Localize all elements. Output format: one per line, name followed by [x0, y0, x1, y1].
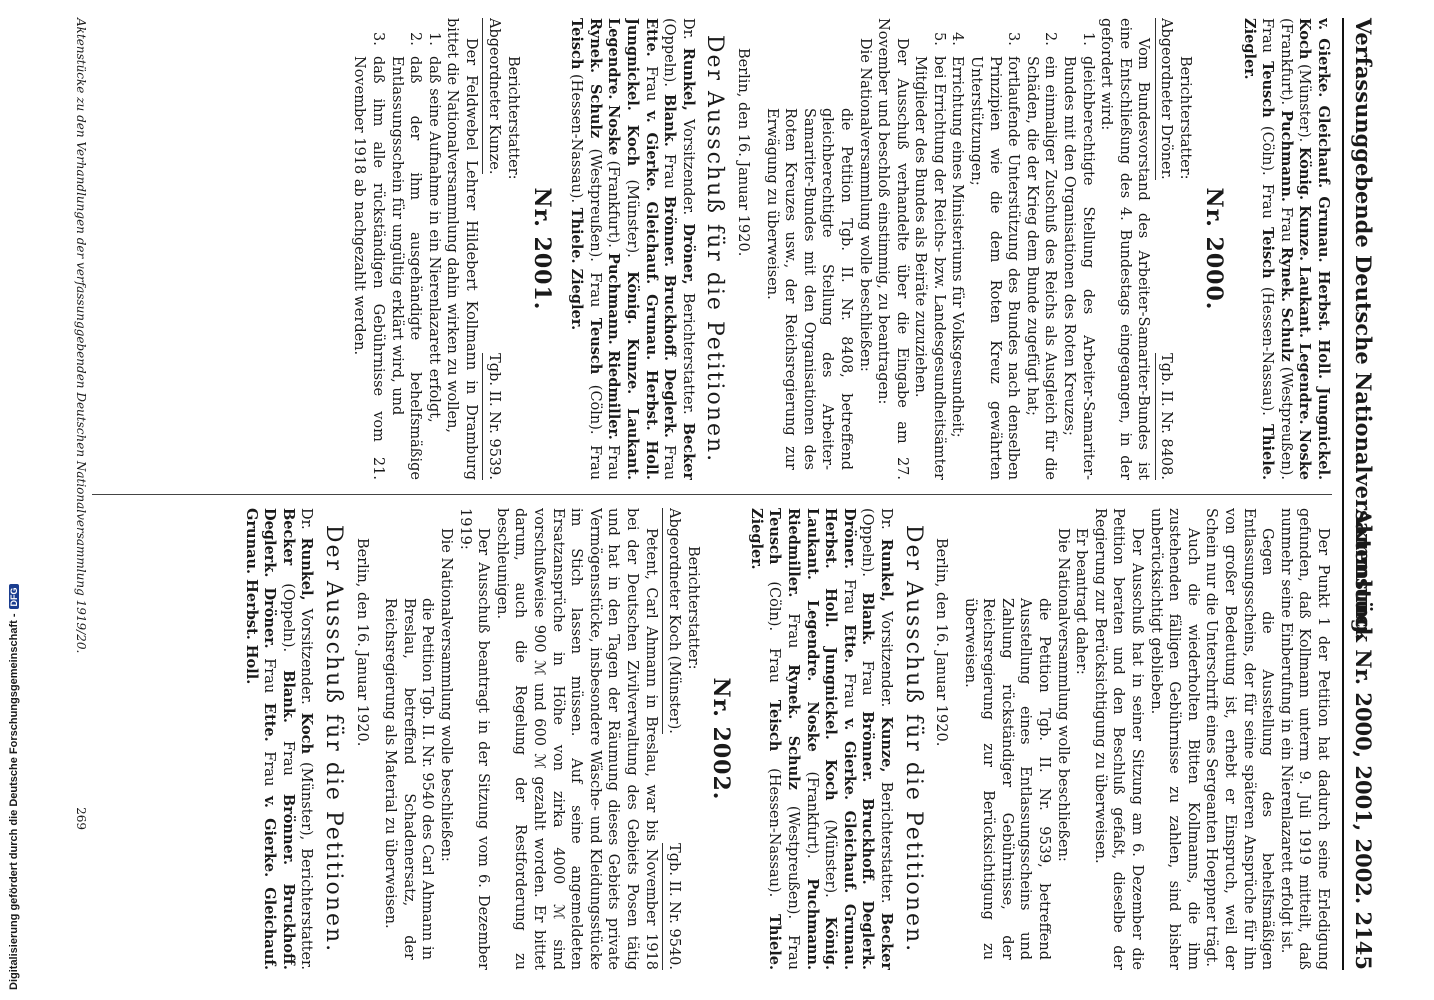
list-item [1022, 18, 1059, 480]
running-head-title: Verfassunggebende Deutsche Nationalversammlung. [1351, 18, 1376, 641]
rapporteur-label: Berichterstatter: [684, 546, 701, 670]
footer-text: Aktenstücke zu den Verhandlungen der verfassunggebenden Deutschen Nationalversammlung 1919/20. [74, 18, 88, 654]
demands-list [911, 18, 1097, 480]
name-text: (Oppeln). [661, 18, 678, 94]
requests-list [350, 18, 443, 480]
member-name: Rynek. Schulz [586, 18, 604, 139]
list-item [387, 18, 424, 480]
name-text: Vorsitzender. [679, 110, 696, 224]
committee-heading: Der Ausschuß für die Petitionen. [900, 524, 926, 954]
member-name: v. Gierke. Gleichauf. Grunau. Herbst. Holl. Jungnickel. Koch [624, 18, 660, 480]
list-item-number: 5. [930, 32, 947, 46]
member-name: Runkel, [877, 538, 895, 602]
list-item-text: fortlaufende Unterstützung des Bundes nach denselben Prinzipien wie die dem Roten Kreuz gewährten Unterstützungen; [968, 56, 1022, 480]
paragraph: Auch die wiederholten Bitten Kollmanns, die ihm zustehenden fälligen Gebührnisse zu zahlen, sind bisher unberücksichtigt geblieben. [1147, 508, 1201, 970]
name-text: Frau [261, 648, 278, 703]
member-name: Puchmann. Riedmiller. [605, 253, 623, 440]
rapporteur-name: Abgeordneter Dröner. [1155, 18, 1176, 180]
member-name: Becker [877, 912, 895, 970]
header-rule [1342, 18, 1344, 970]
rapporteur-name: Abgeordneter Koch (Münster). [662, 508, 683, 734]
list-item-text: bei Errichtung der Reichs- bzw. Landesgesundheitsämter Mitglieder des Bundes als Beiräte zuzuziehen. [912, 56, 947, 480]
paragraph: Die Nationalversammlung wolle beschließen: [856, 38, 873, 372]
name-text: (Frankfurt). [803, 751, 820, 879]
paragraph: Der Punkt 1 der Petition hat dadurch seine Erledigung gefunden, daß Kollmann unterm 9. Juli 1919 mitteilt, daß nunmehr seine Einberufung in ein Nierenlazarett erfolgt ist. [1277, 508, 1331, 970]
member-name: Kunze, [877, 716, 895, 773]
name-text: Dr. [298, 508, 315, 538]
committee-heading: Der Ausschuß für die Petitionen. [702, 34, 728, 464]
member-name: Teisch [1259, 227, 1277, 279]
list-item-number: 1. [425, 32, 442, 46]
member-name: v. Gierke. Gleichauf. Grunau. Herbst. Holl. [242, 508, 279, 970]
name-text: (Frankfurt). [1277, 18, 1294, 111]
date-line: Berlin, den 16. Januar 1920. [933, 538, 950, 747]
name-text: Frau [784, 597, 801, 665]
paragraph: Die Nationalversammlung wolle beschließen: [1054, 528, 1071, 862]
rapporteur-row-2001 [484, 18, 522, 480]
member-name: Ette. [261, 702, 279, 742]
name-text: (Hessen-Nassau). [568, 69, 585, 208]
left-column [92, 18, 1332, 480]
name-text: (Cöln). Frau [586, 374, 603, 480]
member-name: Thiele. Ziegler. [747, 508, 784, 970]
member-name: Teisch [766, 699, 784, 752]
name-text: Frau [840, 663, 857, 719]
paragraph: Gegen die Ausstellung des behelfsmäßigen Entlassungsscheins, der für seine späteren Ansprüche für ihn von großer Bedeutung ist, erhebt er Einspruch, weil der Schein nur die Unterschrift eines Sergeanten Hoeppner trägt. [1203, 508, 1276, 970]
resolution-text: die Petition Tgb. II. Nr. 9539, betreffend Ausstellung eines Entlassungsscheins und Zahlung rückständiger Gebührnisse, der Reichsregierung zur Berücksichtigung zu überweisen. [961, 598, 1053, 960]
name-text: Frau [859, 645, 876, 712]
date-line: Berlin, den 16. Januar 1920. [353, 538, 370, 747]
rapporteur-row-2000 [1156, 18, 1194, 480]
name-text: (Oppeln). [279, 565, 296, 671]
member-name: Becker [279, 508, 297, 566]
paragraph: Der Ausschuß verhandelte über die Eingabe am 27. November und beschloß einstimmig, zu beantragen: [875, 18, 910, 480]
member-name: Rynek. Schulz [1277, 247, 1295, 362]
digitization-label: Digitalisierung gefördert durch die Deutsche Forschungsgemeinschaft - [8, 613, 20, 990]
member-name: Thiele. Ziegler. [1240, 18, 1277, 480]
name-text: Vorsitzender. [877, 601, 894, 717]
rapporteur-label: Berichterstatter: [505, 56, 522, 180]
journal-number: Tgb. II. Nr. 9540. [662, 843, 683, 970]
member-name: Thiele. Ziegler. [568, 207, 586, 331]
name-text: (Hessen-Nassau). [766, 751, 783, 915]
name-text: (Hessen-Nassau). [1259, 278, 1276, 425]
member-name: Brönner. Bruckhoff. Deglerk. [661, 195, 679, 438]
member-name: Ette. [642, 18, 660, 57]
name-text: Frau [661, 146, 678, 196]
digitization-note [6, 0, 24, 1000]
member-name: Ette. [840, 624, 858, 664]
name-text: (Westpreußen). Frau [586, 138, 603, 318]
page-footer [66, 18, 88, 970]
signatories-continued [1239, 18, 1332, 480]
member-name: König. Kunze. Laukant. Legendre. Noske [1296, 146, 1314, 480]
member-name: Puchmann. Riedmiller. [784, 508, 821, 970]
list-item-number: 3. [1005, 32, 1022, 46]
list-item-text: Errichtung eines Ministeriums für Volksgesundheit; [949, 56, 966, 438]
list-item-number: 1. [1079, 32, 1096, 46]
name-text: (Frankfurt). [605, 155, 622, 254]
list-item-text: gleichberechtigte Stellung des Arbeiter-Samariter-Bundes mit den Organisationen des Roten Kreuzes; [1061, 56, 1096, 480]
member-name: Teisch [568, 18, 586, 70]
name-text: Frau [605, 439, 622, 480]
member-name: Brönner. Bruckhoff. Deglerk. Dröner. [840, 508, 877, 970]
name-text: (Cöln). Frau [1259, 117, 1276, 228]
name-text: Dr. [679, 18, 696, 48]
signatories [241, 508, 315, 970]
rapporteur-label: Berichterstatter: [1177, 56, 1194, 180]
signatories [567, 18, 697, 480]
list-item-number: 3. [370, 32, 387, 46]
name-text: Dr. [877, 508, 894, 539]
resolution-text: die Petition Tgb. II. Nr. 9540 des Carl Ahmann in Breslau, betreffend Schadenersatz, der Reichsregierung als Material zu überweisen. [382, 598, 436, 960]
entry-title-2000: Nr. 2000. [1201, 187, 1228, 311]
member-name: Brönner. Bruckhoff. Deglerk. Dröner. [261, 508, 297, 970]
member-name: Blank. [859, 592, 877, 646]
member-name: Becker [679, 422, 697, 480]
page-number: 269 [74, 807, 88, 830]
member-name: Dröner, [679, 223, 697, 285]
journal-number: Tgb. II. Nr. 9539. [482, 353, 503, 480]
member-name: Teusch [586, 317, 604, 375]
name-text: Frau [261, 741, 278, 796]
name-text: (Münster). [624, 166, 640, 272]
resolution-text: die Petition Tgb. II. Nr. 8408, betreffend gleichberechtigte Stellung des Arbeiter-Samariter-Bundes mit den Organisationen des Roten Kreuzes usw., der Reichsregierung zur Erwägung zu überweisen. [763, 108, 854, 470]
rapporteur-name: Abgeordneter Kunze. [482, 18, 503, 174]
list-item-number: 2. [1042, 32, 1059, 46]
member-name: König. Laukant. Legendre. Noske [803, 508, 840, 970]
running-head [1342, 18, 1382, 970]
member-name: Blank. [661, 93, 679, 147]
paragraph: Vom Bundesvorstand des Arbeiter-Samariter-Bundes ist eine Entschließung des 4. Bundestags eingegangen, in der gefordert wird: [1098, 18, 1152, 480]
member-name: Blank. [279, 670, 297, 723]
list-item [948, 18, 967, 480]
member-name: v. Gierke. Gleichauf. Grunau. Herbst. Holl. Jungnickel. Koch [1296, 18, 1332, 480]
list-item-number: 4. [949, 32, 966, 46]
name-text: (Münster), Berichterstatter. [298, 754, 315, 970]
paragraph: Der Feldwebel Lehrer Hildebert Kollmann in Dramburg bittet die Nationalversammlung dahin wirken zu wollen, [444, 18, 480, 480]
list-item-text: ein einmaliger Zuschuß des Reichs als Ausgleich für die Schäden, die der Krieg dem Bunde zugefügt hat; [1023, 56, 1059, 480]
name-text: Frau [1277, 201, 1294, 247]
member-name: Puchmann. [1277, 110, 1295, 202]
column-divider [92, 494, 1332, 495]
entry-title-2001: Nr. 2001. [528, 187, 555, 311]
dfg-logo: DFG [9, 584, 19, 609]
rapporteur-row-2002 [664, 508, 702, 970]
name-text: (Münster). [822, 800, 839, 917]
list-item [1059, 18, 1096, 480]
list-item-text: daß der ihm ausgehändigte behelfsmäßige Entlassungsschein für ungültig erklärt wird, und [388, 56, 424, 480]
signatories [746, 508, 895, 970]
running-head-page: Aktenstück Nr. 2000, 2001, 2002. 2145 [1351, 508, 1376, 970]
name-text: Berichterstatter. [679, 284, 696, 423]
name-text: Vorsitzender. [298, 600, 315, 713]
right-column [92, 508, 1332, 970]
list-item-text: daß seine Aufnahme in ein Nierenlazarett erfolgt, [425, 56, 442, 423]
member-name: König. Kunze. Laukant. Legendre. Noske [605, 18, 641, 480]
list-item [350, 18, 387, 480]
name-text: Frau [279, 722, 296, 794]
member-name: Koch [298, 712, 316, 755]
list-item [424, 18, 443, 480]
date-line: Berlin, den 16. Januar 1920. [734, 48, 751, 257]
member-name: Runkel, [679, 47, 697, 111]
member-name: Teusch [1259, 61, 1277, 118]
paragraph: Der Ausschuß hat in seiner Sitzung am 6. Dezember die Petition beraten und den Beschluß gefaßt, dieselbe der Regierung zur Berücksichtigung zu überweisen. [1091, 508, 1146, 970]
paragraph: Er beantragt daher: [1073, 528, 1090, 675]
member-name: Rynek. Schulz [784, 664, 802, 790]
name-text: (Oppeln). [859, 508, 876, 593]
name-text: (Cöln). Frau [766, 564, 783, 700]
name-text: Berichterstatter. [877, 772, 894, 913]
name-text: (Westpreußen). Frau [784, 789, 801, 970]
entry-title-2002: Nr. 2002. [708, 677, 735, 801]
name-text: (Westpreußen). Frau [1259, 18, 1294, 480]
name-text: Frau [642, 56, 659, 111]
list-item [967, 18, 1023, 480]
paragraph: Petent, Carl Ahmann in Breslau, war bis November 1918 bei der Deutschen Zivilverwaltung des Gebiets Posen tätig und hat in den Tagen der Räumung dieses Gebiets private Vermögensstücke, insbesondere Wäsche- und Kleidungsstücke im Stich lassen müssen. Auf seine angemeldeten Ersatzansprüche in Höhe von zirka 4000 ℳ sind vorschußweise 900 ℳ und 600 ℳ gezahlt worden. Er bittet darum, auch die Regelung der Restforderung zu beschleunigen. [493, 508, 659, 970]
committee-heading: Der Ausschuß für die Petitionen. [321, 524, 347, 954]
name-text: Frau [840, 569, 857, 625]
list-item-text: daß ihm alle rückständigen Gebührnisse vom 21. November 1918 ab nachgezahlt werden. [351, 56, 387, 480]
paragraph: Der Ausschuß beantragt in der Sitzung vom 6. Dezember 1919: [456, 508, 492, 970]
member-name: Runkel, [298, 537, 316, 601]
name-text: (Münster). [1296, 59, 1313, 147]
member-name: Teusch [766, 508, 784, 565]
list-item-number: 2. [407, 32, 424, 46]
paragraph: Die Nationalversammlung wolle beschließen: [438, 528, 455, 862]
name-text: Frau [661, 437, 678, 480]
member-name: v. Gierke. Gleichauf. Grunau. Herbst. Holl. Jungnickel. Koch [822, 508, 858, 970]
digitization-text [8, 0, 26, 990]
list-item [911, 18, 948, 480]
journal-number: Tgb. II. Nr. 8408. [1155, 353, 1176, 480]
